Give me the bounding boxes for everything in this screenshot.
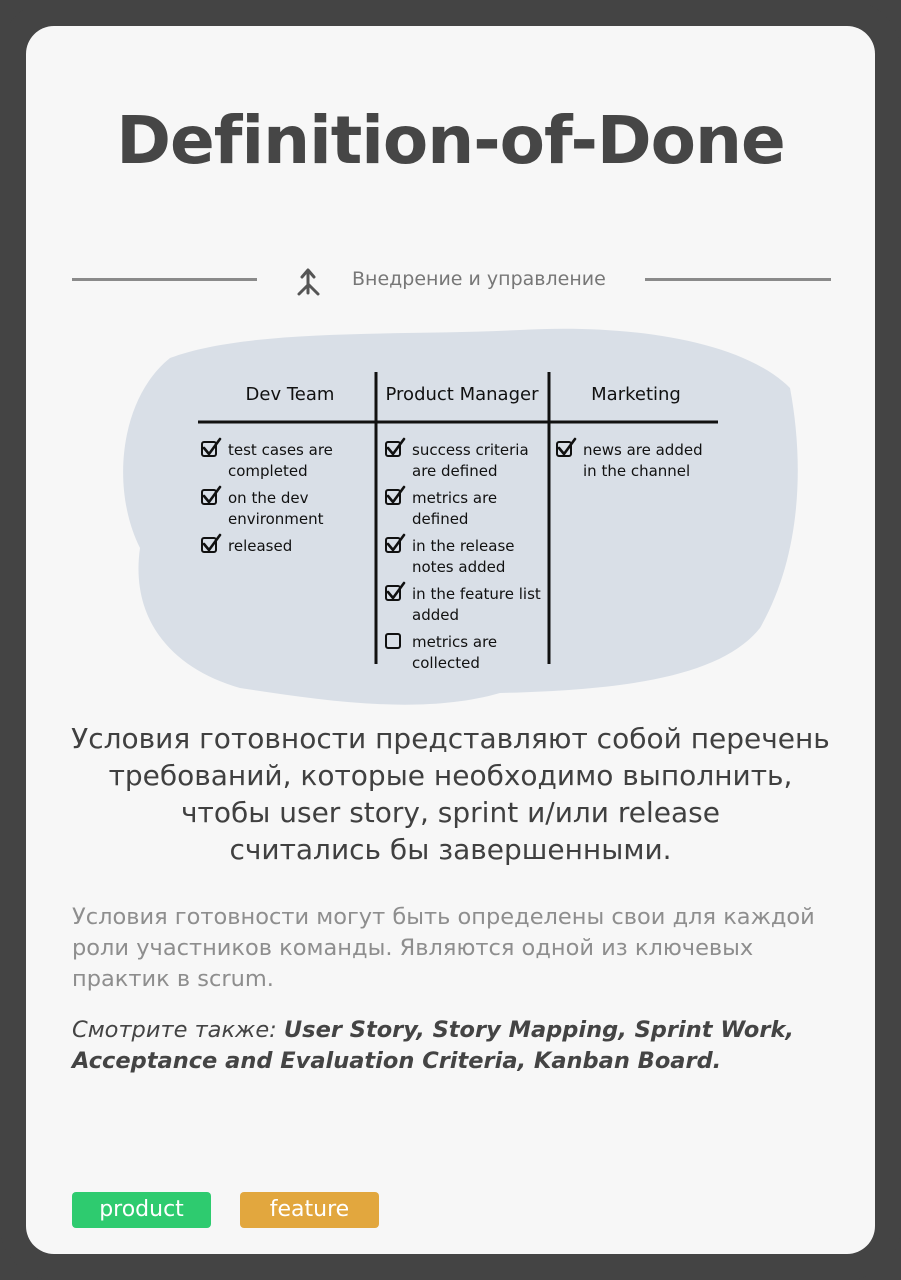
checklist-item-text: notes added <box>412 558 506 576</box>
see-also-label: Смотрите также: <box>72 1017 277 1043</box>
column-header: Product Manager <box>385 384 539 405</box>
see-also-links[interactable]: Acceptance and Evaluation Criteria, Kanban Board. <box>72 1048 722 1074</box>
checklist-item-text: defined <box>412 510 469 528</box>
body-line: Условия готовности могут быть определены свои для каждой <box>72 904 815 930</box>
body-text <box>72 902 832 995</box>
category-label: Внедрение и управление <box>352 268 606 290</box>
divider-left <box>72 278 257 281</box>
checklist-item-text: metrics are <box>412 633 498 651</box>
column-header: Dev Team <box>245 384 335 405</box>
checklist-item-text: in the channel <box>583 462 691 480</box>
lead-line: Условия готовности представляют собой перечень <box>71 722 830 755</box>
checklist-item-text: are defined <box>412 462 498 480</box>
checklist-item-text: news are added <box>583 441 703 459</box>
lead-text <box>60 720 841 868</box>
see-also-links[interactable]: User Story, Story Mapping, Sprint Work, <box>283 1017 794 1043</box>
checklist-item-text: on the dev <box>228 489 309 507</box>
tag-product[interactable]: product <box>72 1192 211 1228</box>
checklist-item-text: test cases are <box>228 441 333 459</box>
body-line: роли участников команды. Являются одной из ключевых <box>72 935 754 961</box>
checklist-item-text: released <box>228 537 293 555</box>
dod-illustration <box>100 318 810 718</box>
see-also <box>72 1015 832 1077</box>
merge-arrow-icon <box>294 263 324 297</box>
lead-line: чтобы user story, sprint и/или release <box>180 796 720 829</box>
checklist-item-text: collected <box>412 654 480 672</box>
tag-feature[interactable]: feature <box>240 1192 379 1228</box>
checklist-item-text: success criteria <box>412 441 529 459</box>
divider-right <box>645 278 831 281</box>
column-header: Marketing <box>591 384 681 405</box>
checklist-item-text: environment <box>228 510 324 528</box>
body-line: практик в scrum. <box>72 966 274 992</box>
checklist-item-text: in the release <box>412 537 515 555</box>
checklist-item-text: in the feature list <box>412 585 541 603</box>
checklist-item-text: added <box>412 606 459 624</box>
card-title: Definition-of-Done <box>116 102 785 179</box>
lead-line: требований, которые необходимо выполнить, <box>108 759 793 792</box>
checklist-item-text: completed <box>228 462 308 480</box>
lead-line: считались бы завершенными. <box>229 833 672 866</box>
checklist-item-text: metrics are <box>412 489 498 507</box>
